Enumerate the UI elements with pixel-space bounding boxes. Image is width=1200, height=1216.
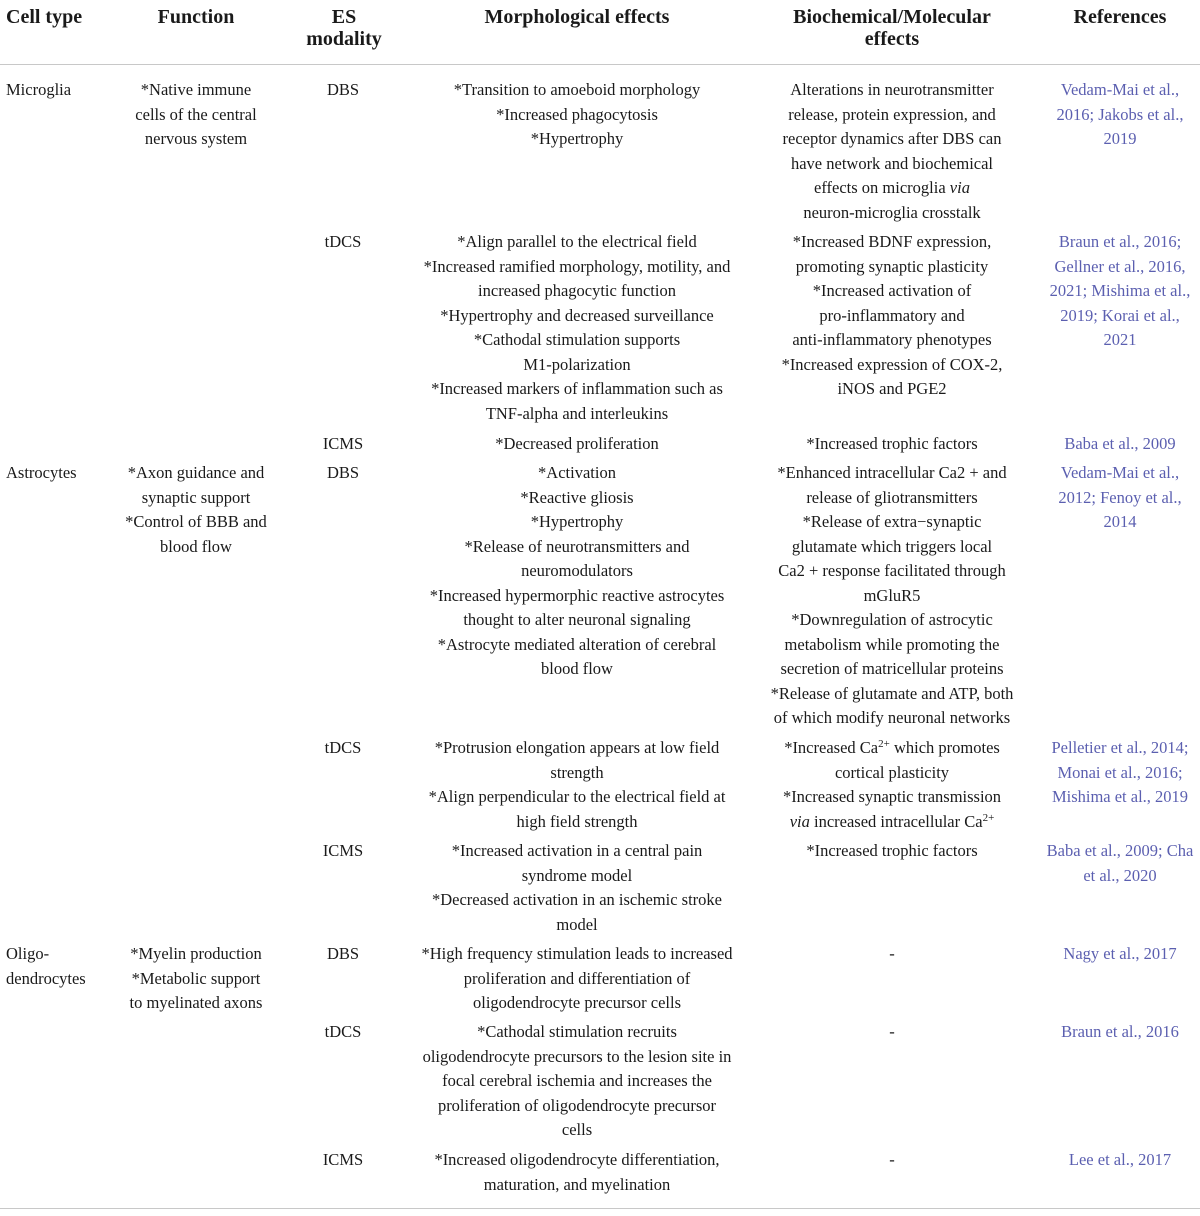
- text-line: *Increased expression of COX-2,: [781, 354, 1003, 374]
- reference-link[interactable]: 2012; Fenoy et al.,: [1058, 487, 1182, 507]
- header-es-modality: [298, 6, 390, 50]
- row-oligo-tdcs-bio: -: [889, 1022, 895, 1041]
- text-line: *Transition to amoeboid morphology: [453, 80, 701, 99]
- text-line: TNF-alpha and interleukins: [485, 403, 669, 423]
- reference-link[interactable]: 2021: [1103, 330, 1137, 349]
- row-microglia-icms-modality: ICMS: [322, 434, 364, 453]
- text-line: *Increased markers of inflammation such as: [431, 379, 723, 398]
- row-oligo-function: [116, 942, 276, 1016]
- row-astrocytes-tdcs-bio: [766, 736, 1018, 834]
- text-line: *Increased synaptic transmission: [782, 787, 1002, 806]
- text-line: *Native immune: [140, 80, 252, 99]
- row-astrocytes-function: [116, 461, 276, 559]
- header-morphological-effects: Morphological effects: [484, 6, 670, 28]
- footer-divider: [0, 1208, 1200, 1209]
- text-line: promoting synaptic plasticity: [795, 256, 989, 276]
- text-line: *Astrocyte mediated alteration of cerebral: [437, 634, 717, 654]
- row-astrocytes-tdcs-morph: [397, 736, 757, 834]
- row-oligo-dbs-morph: [397, 942, 757, 1016]
- header-bio-line1: Biochemical/Molecular: [793, 6, 991, 28]
- text-line: *Reactive gliosis: [520, 487, 634, 507]
- reference-link[interactable]: et al., 2020: [1083, 865, 1157, 885]
- text-run: increased intracellular Ca: [809, 811, 983, 831]
- text-line: iNOS and PGE2: [837, 379, 947, 398]
- text-line: *Decreased activation in an ischemic stroke: [431, 890, 722, 909]
- reference-link[interactable]: 2019; Korai et al.,: [1060, 305, 1180, 325]
- row-oligo-dbs-bio: -: [889, 944, 895, 963]
- row-microglia-dbs-bio: [766, 78, 1018, 225]
- header-es-modality-line1: ES: [331, 6, 357, 28]
- text-line: *Increased hypermorphic reactive astrocytes: [429, 585, 725, 605]
- text-line: [766, 176, 1018, 201]
- text-line: have network and biochemical: [790, 153, 994, 173]
- text-line: *Metabolic support: [131, 968, 261, 988]
- text-line: metabolism while promoting the: [784, 634, 1000, 654]
- text-line: high field strength: [516, 811, 638, 831]
- text-line: *Cathodal stimulation recruits: [477, 1022, 677, 1041]
- text-line: release, protein expression, and: [788, 104, 996, 124]
- text-line: *Increased oligodendrocyte differentiation,: [434, 1150, 720, 1169]
- header-references: References: [1073, 6, 1167, 28]
- row-microglia-dbs-modality: DBS: [326, 80, 360, 99]
- row-astrocytes-tdcs-refs: [1040, 736, 1200, 810]
- row-microglia-dbs-morph: [397, 78, 757, 152]
- text-line: glutamate which triggers local: [791, 536, 993, 556]
- text-line: *Downregulation of astrocytic: [791, 610, 993, 629]
- text-line: oligodendrocyte precursor cells: [472, 993, 681, 1012]
- text-line: *Control of BBB and: [125, 512, 267, 531]
- text-line: to myelinated axons: [129, 993, 263, 1012]
- row-oligo-icms-morph: [397, 1148, 757, 1197]
- row-microglia-icms-morph: *Decreased proliferation: [495, 434, 659, 453]
- text-line: *Myelin production: [130, 944, 262, 963]
- text-line: [766, 736, 1018, 761]
- text-line: Oligo-: [6, 944, 50, 963]
- text-line: model: [556, 914, 598, 934]
- row-oligo-icms-modality: ICMS: [322, 1150, 364, 1169]
- text-line: blood flow: [160, 536, 232, 556]
- row-oligo-dbs-refs[interactable]: Nagy et al., 2017: [1063, 944, 1177, 963]
- text-line: synaptic support: [141, 487, 251, 507]
- text-run: *Increased Ca: [784, 738, 879, 757]
- text-line: release of gliotransmitters: [806, 487, 978, 507]
- reference-link[interactable]: Monai et al., 2016;: [1057, 762, 1183, 782]
- row-oligo-cell-type: [6, 942, 124, 991]
- text-run: which promotes: [889, 738, 1000, 757]
- row-oligo-dbs-modality: DBS: [326, 944, 360, 963]
- text-line: *Align perpendicular to the electrical field at: [428, 787, 726, 806]
- text-line: *Cathodal stimulation supports: [473, 330, 681, 349]
- text-line: *Hypertrophy: [530, 512, 624, 531]
- text-line: *Increased activation in a central pain: [451, 841, 703, 860]
- text-line: secretion of matricellular proteins: [780, 659, 1004, 678]
- row-microglia-tdcs-morph: [397, 230, 757, 426]
- header-bio-line2: effects: [864, 28, 920, 50]
- row-microglia-tdcs-modality: tDCS: [324, 232, 362, 251]
- text-line: dendrocytes: [6, 968, 86, 988]
- row-astrocytes-icms-modality: ICMS: [322, 841, 364, 860]
- text-line: Ca2 + response facilitated through: [778, 561, 1006, 580]
- text-line: *Activation: [538, 463, 616, 482]
- row-oligo-tdcs-morph: [397, 1020, 757, 1143]
- row-oligo-icms-bio: -: [889, 1150, 895, 1169]
- row-microglia-icms-bio: *Increased trophic factors: [806, 434, 978, 453]
- row-oligo-tdcs-refs[interactable]: Braun et al., 2016: [1061, 1022, 1179, 1041]
- row-astrocytes-dbs-modality: DBS: [326, 463, 360, 482]
- text-line: focal cerebral ischemia and increases the: [442, 1071, 712, 1090]
- text-line: blood flow: [541, 659, 613, 678]
- row-astrocytes-tdcs-modality: tDCS: [324, 738, 362, 757]
- text-line: receptor dynamics after DBS can: [782, 129, 1002, 148]
- row-astrocytes-cell-type: Astrocytes: [6, 463, 77, 482]
- reference-link[interactable]: 2021; Mishima et al.,: [1049, 281, 1191, 300]
- text-line: neuromodulators: [521, 561, 633, 580]
- reference-link[interactable]: Braun et al., 2016;: [1058, 232, 1182, 251]
- text-line: *High frequency stimulation leads to increased: [421, 944, 733, 963]
- text-line: cells: [561, 1120, 593, 1139]
- row-oligo-icms-refs[interactable]: Lee et al., 2017: [1068, 1150, 1172, 1169]
- text-line: increased phagocytic function: [478, 281, 676, 300]
- text-line: *Protrusion elongation appears at low field: [434, 738, 720, 757]
- text-line: thought to alter neuronal signaling: [463, 610, 691, 629]
- text-line: strength: [550, 762, 604, 782]
- text-line: pro-inflammatory and: [819, 305, 965, 325]
- row-astrocytes-dbs-bio: [762, 461, 1022, 731]
- text-line: of which modify neuronal networks: [773, 708, 1011, 727]
- row-oligo-tdcs-modality: tDCS: [324, 1022, 362, 1041]
- text-line: cortical plasticity: [834, 762, 950, 782]
- text-line: *Align parallel to the electrical field: [457, 232, 697, 251]
- text-line: proliferation and differentiation of: [463, 968, 691, 988]
- text-line: anti-inflammatory phenotypes: [792, 330, 992, 349]
- reference-link[interactable]: Baba et al., 2009; Cha: [1046, 841, 1194, 860]
- reference-link[interactable]: Gellner et al., 2016,: [1054, 256, 1186, 276]
- text-line: *Release of glutamate and ATP, both: [770, 683, 1014, 703]
- header-function: Function: [157, 6, 235, 28]
- header-es-modality-line2: modality: [306, 28, 382, 50]
- row-astrocytes-icms-refs: [1040, 839, 1200, 888]
- reference-link[interactable]: Mishima et al., 2019: [1051, 787, 1189, 806]
- superscript: 2+: [878, 738, 890, 750]
- superscript: 2+: [982, 811, 995, 824]
- italic-via: via: [949, 178, 970, 197]
- text-line: *Release of extra−synaptic: [802, 512, 982, 531]
- text-line: *Axon guidance and: [127, 463, 265, 482]
- reference-link[interactable]: 2014: [1103, 512, 1137, 531]
- header-cell-type: Cell type: [6, 6, 83, 28]
- text-line: *Hypertrophy and decreased surveillance: [440, 305, 714, 325]
- header-divider: [0, 64, 1200, 65]
- text-line: *Increased activation of: [812, 281, 972, 300]
- reference-link[interactable]: 2019: [1103, 129, 1137, 148]
- row-microglia-icms-refs[interactable]: Baba et al., 2009: [1064, 434, 1176, 453]
- text-line: *Hypertrophy: [530, 129, 624, 148]
- text-line: syndrome model: [521, 865, 633, 885]
- text-line: oligodendrocyte precursors to the lesion site in: [422, 1046, 732, 1066]
- reference-link[interactable]: Vedam-Mai et al.,: [1060, 463, 1180, 482]
- text-line: neuron-microglia crosstalk: [803, 202, 981, 222]
- text-run: effects on microglia: [814, 178, 950, 197]
- text-line: *Increased phagocytosis: [496, 104, 658, 124]
- row-astrocytes-icms-morph: [397, 839, 757, 937]
- reference-link[interactable]: Pelletier et al., 2014;: [1051, 738, 1189, 757]
- row-astrocytes-icms-bio: *Increased trophic factors: [806, 841, 978, 860]
- row-microglia-tdcs-bio: [766, 230, 1018, 402]
- italic-via: via: [789, 811, 810, 831]
- reference-link[interactable]: 2016; Jakobs et al.,: [1056, 104, 1184, 124]
- text-line: *Increased ramified morphology, motility, and: [423, 256, 731, 276]
- text-line: Alterations in neurotransmitter: [790, 80, 994, 99]
- header-biochemical-effects: [766, 6, 1018, 50]
- row-astrocytes-dbs-morph: [397, 461, 757, 682]
- row-microglia-function: [126, 78, 266, 152]
- text-line: proliferation of oligodendrocyte precursor: [437, 1095, 717, 1115]
- text-line: M1-polarization: [523, 354, 631, 374]
- row-astrocytes-dbs-refs: [1040, 461, 1200, 535]
- row-microglia-tdcs-refs: [1040, 230, 1200, 353]
- text-line: mGluR5: [863, 585, 921, 605]
- text-line: [766, 810, 1018, 835]
- text-line: *Increased BDNF expression,: [792, 232, 992, 251]
- reference-link[interactable]: Vedam-Mai et al.,: [1060, 80, 1180, 99]
- text-line: nervous system: [144, 129, 248, 148]
- text-line: *Enhanced intracellular Ca2 + and: [777, 463, 1007, 482]
- text-line: cells of the central: [135, 104, 257, 124]
- text-line: maturation, and myelination: [483, 1174, 671, 1194]
- row-microglia-dbs-refs: [1040, 78, 1200, 152]
- row-microglia-cell-type: Microglia: [6, 80, 72, 99]
- text-line: *Release of neurotransmitters and: [464, 536, 690, 556]
